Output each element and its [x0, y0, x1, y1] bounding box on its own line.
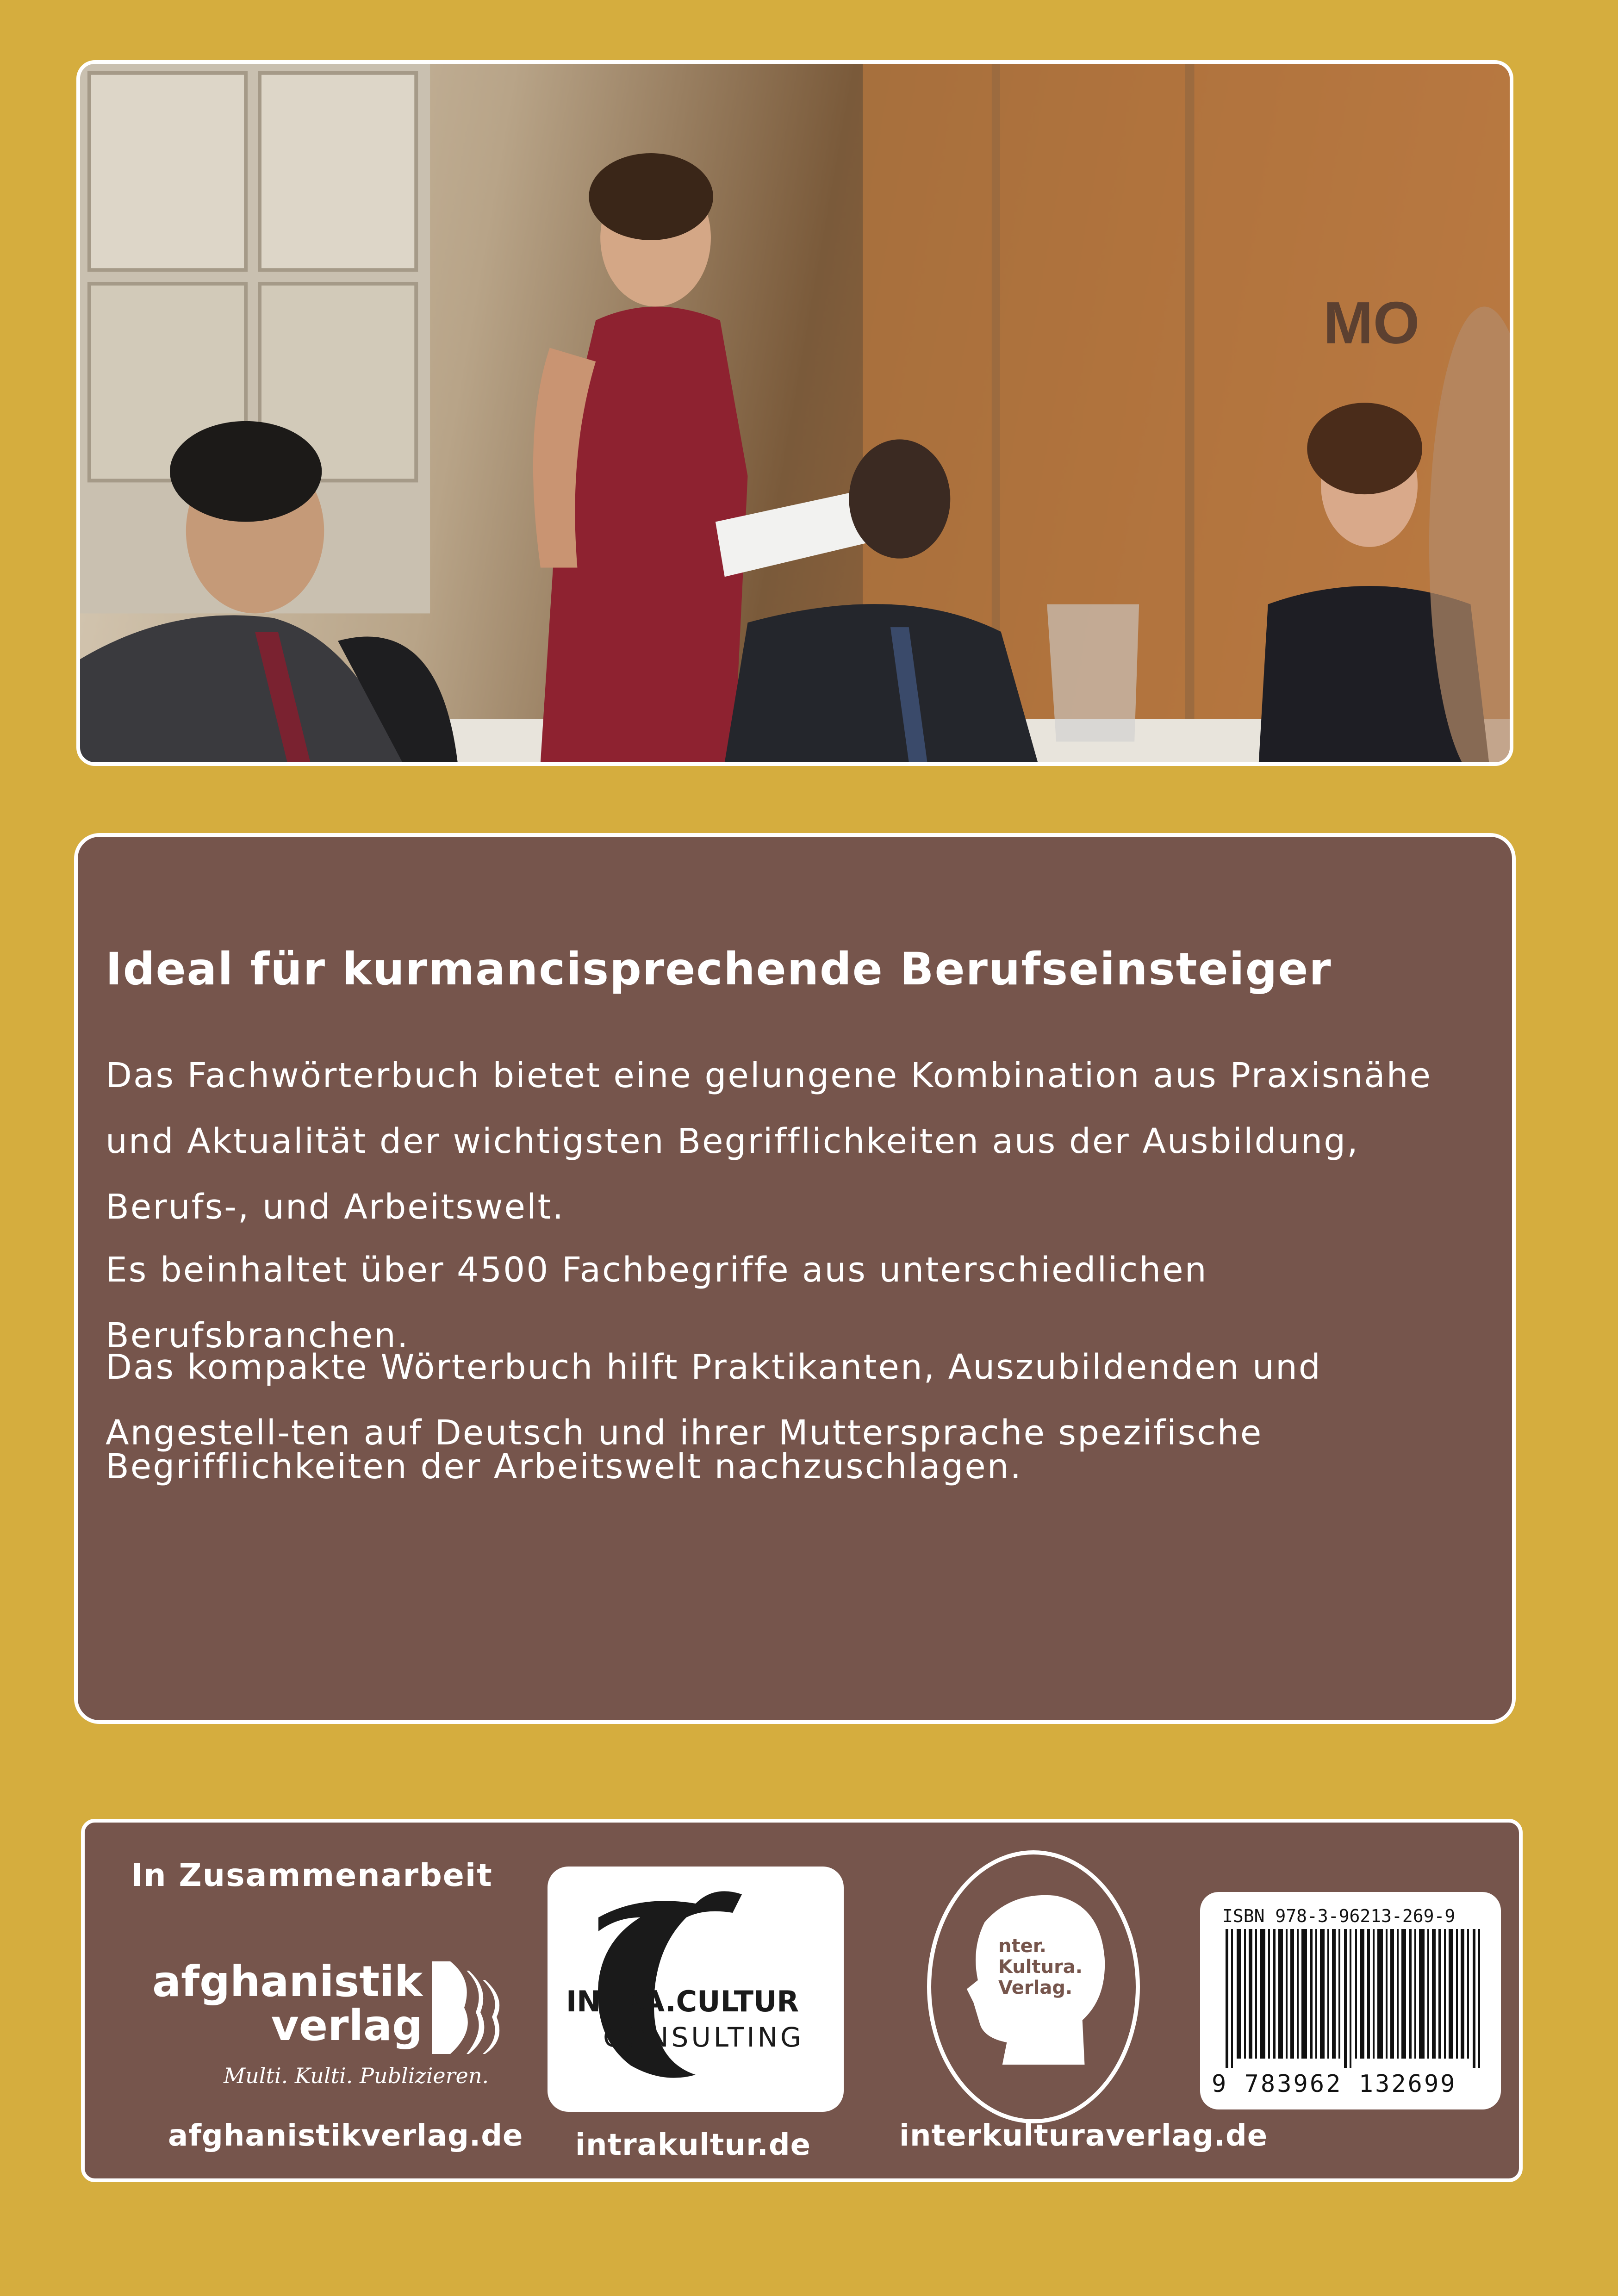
isbn-number: ISBN 978-3-96213-269-9 [1222, 1906, 1456, 1926]
afghanistik-name-line2: verlag [271, 2001, 423, 2050]
paragraph-count: Es beinhaltet über 4500 Fachbegriffe aus unterschiedlichen Berufsbranchen. [106, 1250, 1208, 1356]
wall-sign-text: MO [1323, 289, 1420, 356]
afghanistik-name-line1: afghanistik [152, 1957, 423, 2006]
afghanistik-url[interactable]: afghanistikverlag.de [168, 2119, 523, 2153]
isbn-barcode-box [1200, 1892, 1501, 2109]
intra-name: INTRA.CULTUR [566, 1985, 799, 2018]
cover-photo [76, 60, 1513, 766]
barcode-icon [1226, 1929, 1485, 2068]
paragraph-usage-end: Begrifflichkeiten der Arbeitswelt nachzuschlagen. [106, 1447, 1023, 1487]
ean-number: 9 783962 132699 [1212, 2070, 1457, 2098]
afghanistik-logo [154, 1957, 524, 2096]
afghanistik-slogan: Multi. Kulti. Publizieren. [224, 2063, 489, 2088]
partner-footer [81, 1819, 1523, 2182]
interkultura-line3: Verlag. [998, 1977, 1073, 1998]
panel-heading: Ideal für kurmancisprechende Berufseinsteiger [106, 943, 1332, 995]
intra-cultur-logo [548, 1867, 844, 2112]
interkultura-line2: Kultura. [998, 1956, 1083, 1978]
intrakultur-url[interactable]: intrakultur.de [575, 2128, 811, 2162]
intra-subtitle: CONSULTING [603, 2022, 804, 2053]
interkultura-line1: nter. [998, 1935, 1046, 1957]
interkultura-url[interactable]: interkulturaverlag.de [899, 2119, 1268, 2153]
paragraph-usage: Das kompakte Wörterbuch hilft Praktikanten, Auszubildenden und Angestell-ten auf Deutsch und ihrer Muttersprache spezifische [106, 1347, 1322, 1453]
cooperation-label: In Zusammenarbeit [131, 1857, 493, 1894]
meeting-scene-illustration [80, 64, 1510, 762]
faces-mark-icon [432, 1961, 506, 2054]
interkultura-logo [927, 1850, 1140, 2123]
paragraph-intro: Das Fachwörterbuch bietet eine gelungene Kombination aus Praxisnähe und Aktualität der wichtigsten Begrifflichkeiten aus der Ausbildung, Berufs-, und Arbeitswelt. [106, 1056, 1432, 1227]
description-panel [74, 833, 1516, 1724]
